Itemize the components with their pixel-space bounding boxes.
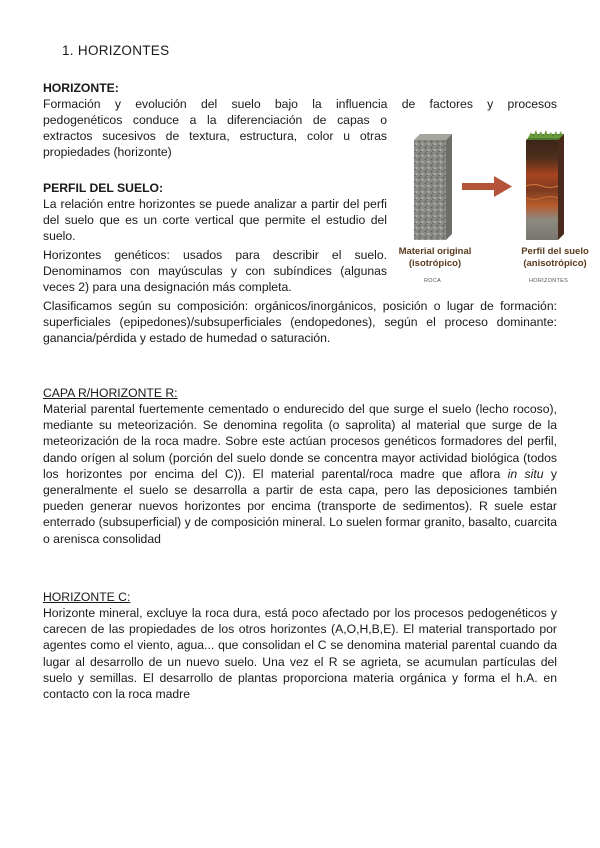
horizonte-text: pedogenéticos conduce a la diferenciación de capas o extractos sucesivos de textura, estructura, color u otras propiedades (horizonte)	[43, 113, 387, 160]
perfil-heading: PERFIL DEL SUELO:	[43, 181, 164, 195]
horizonte-line1: Formación y evolución del suelo bajo la influencia de factores y procesos	[43, 97, 557, 111]
figure-left-label: ROCA	[424, 278, 442, 284]
capa-r-text-a: Material parental fuertemente cementado o endurecido del que surge el suelo (lecho rocoso), mediante su meteorización. Se denomina regolita (o saprolita) al material que surge de la meteorización de la roca madre. Sobre este actúan procesos genéticos formadores del perfil, dando orígen al solum (porción del suelo donde se concentra mayor actividad biológica (todos los horizontes por encima del C)). El material parental/roca madre que aflora	[43, 402, 557, 481]
figure-left-caption: Material original	[398, 246, 472, 257]
rock-block	[414, 134, 452, 240]
horizonte-c-heading: HORIZONTE C:	[43, 590, 131, 604]
perfil-para3: Clasificamos según su composición: orgánicos/inorgánicos, posición o lugar de formación: superficiales (epipedones)/subsuperficiales (endopedones), según el proceso dominante: ganancia/pérdida y estado de humedad o saturación.	[43, 299, 557, 346]
capa-r-text-b: y generalmente el suelo se desarrolla a partir de esta capa, pero las deposiciones también pueden generar nuevos horizontes por encima (transporte de sedimentos). R suele estar enterrado (subsuperficial) y de composición mineral. Lo suelen formar granito, basalto, cuarcita o arenisca consolidad	[43, 466, 557, 546]
perfil-para1: La relación entre horizontes se puede analizar a partir del perfi del suelo que es un corte vertical que permite el estudio del suelo.	[43, 197, 387, 244]
section-title: 1. HORIZONTES	[62, 43, 170, 58]
capa-r-heading: CAPA R/HORIZONTE R:	[43, 386, 178, 400]
figure-right-caption: Perfil del suelo	[521, 246, 589, 257]
horizonte-heading: HORIZONTE:	[43, 81, 119, 95]
figure-right-label: HORIZONTES	[529, 278, 569, 284]
horizonte-c-text: Horizonte mineral, excluye la roca dura, está poco afectado por los procesos pedogenéticos y carecen de las propiedades de los otros horizontes (A,O,H,B,E). El material transportado por agentes como el viento, agua... que consolidan el C se denomina material parental cuando da lugar al desarrollo de un nuevo suelo. Una vez el R se agrieta, se acumulan partículas del suelo y semillas. El desarrollo de plantas proporciona materia orgánica y forma el h.A. en contacto con la roca madre	[43, 606, 557, 702]
figure-left-caption-sub: (isotrópico)	[408, 258, 462, 269]
figure-right-caption-sub: (anisotrópico)	[523, 258, 587, 269]
soil-block	[526, 130, 564, 240]
perfil-para2: Horizontes genéticos: usados para describir el suelo. Denominamos con mayúsculas y con subíndices (algunas veces 2) para una designación más completa.	[43, 248, 387, 295]
capa-r-italic: in situ	[507, 466, 544, 481]
arrow-icon	[462, 176, 512, 197]
soil-profile-figure	[394, 128, 594, 288]
capa-r-text	[43, 401, 557, 547]
